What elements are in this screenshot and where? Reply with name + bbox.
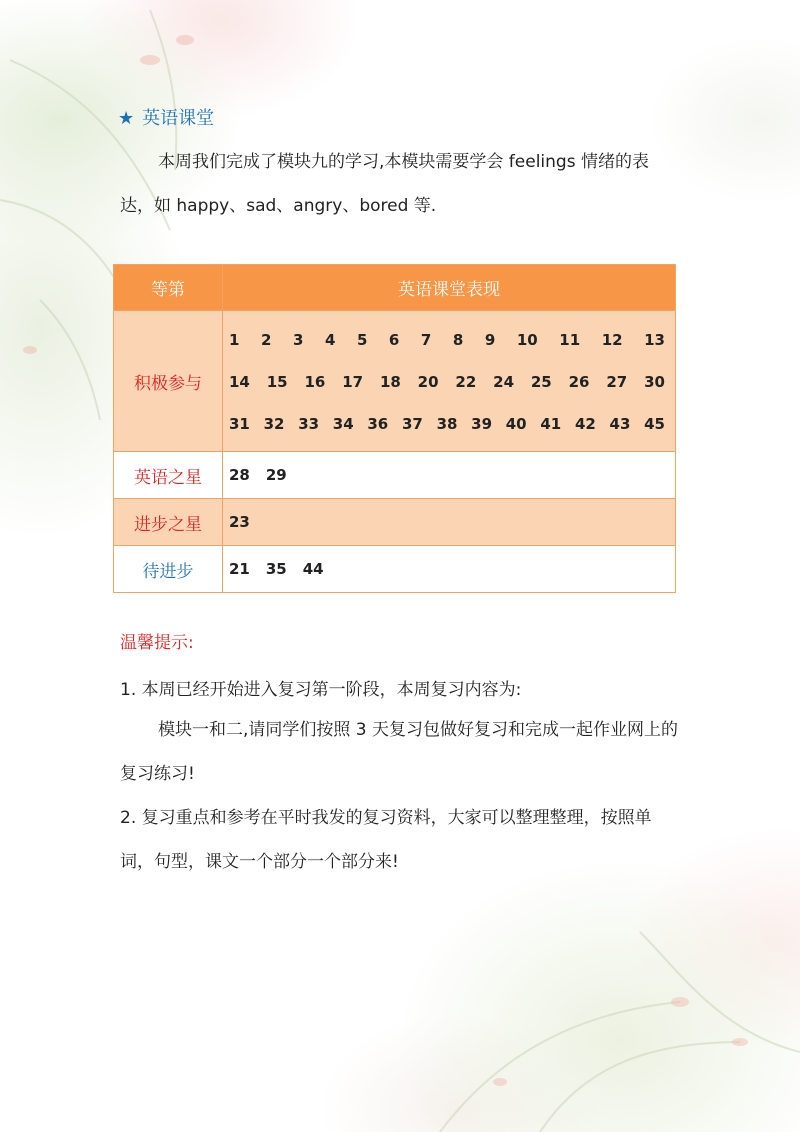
- student-number: 21: [229, 560, 250, 578]
- section-heading: [118, 104, 214, 130]
- student-number: 34: [332, 415, 354, 433]
- student-number: 44: [302, 560, 324, 578]
- student-number: 31: [229, 415, 250, 433]
- student-number: 6: [388, 331, 400, 349]
- student-number: 41: [540, 415, 562, 433]
- row-label: 英语之星: [114, 452, 223, 499]
- student-number: 42: [574, 415, 596, 433]
- student-number: 39: [471, 415, 493, 433]
- student-number: 27: [606, 373, 628, 391]
- student-number: 11: [559, 331, 581, 349]
- row-numbers: [223, 311, 676, 452]
- number-list: [229, 452, 675, 498]
- table-row: [114, 499, 676, 546]
- row-numbers: [223, 499, 676, 546]
- row-numbers: [223, 546, 676, 593]
- header-performance: 英语课堂表现: [223, 265, 676, 311]
- student-number: 28: [229, 466, 250, 484]
- student-number: 16: [304, 373, 326, 391]
- row-label: 进步之星: [114, 499, 223, 546]
- student-number: 30: [644, 373, 665, 391]
- number-list: [229, 546, 675, 592]
- student-number: 40: [505, 415, 527, 433]
- tips-title: 温馨提示:: [120, 633, 194, 653]
- student-number: 3: [292, 331, 304, 349]
- table-row: [114, 452, 676, 499]
- student-number: 5: [356, 331, 368, 349]
- student-number: 20: [417, 373, 439, 391]
- student-number: 12: [601, 331, 623, 349]
- tip-item-2: 2. 复习重点和参考在平时我发的复习资料，大家可以整理整理，按照单词，句型，课文一个部分一个部分来!: [120, 808, 652, 872]
- section-title: 英语课堂: [142, 108, 215, 129]
- student-number: 24: [493, 373, 515, 391]
- number-line: [229, 361, 665, 403]
- intro-paragraph: 本周我们完成了模块九的学习,本模块需要学会 feelings 情绪的表达，如 happy、sad、angry、bored 等.: [120, 152, 649, 216]
- student-number: 25: [530, 373, 552, 391]
- student-number: 13: [644, 331, 665, 349]
- student-number: 2: [260, 331, 272, 349]
- student-number: 37: [401, 415, 423, 433]
- student-number: 38: [436, 415, 458, 433]
- student-number: 9: [484, 331, 496, 349]
- student-number: 36: [367, 415, 389, 433]
- student-number: 14: [229, 373, 250, 391]
- student-number: 43: [609, 415, 631, 433]
- student-number: 26: [568, 373, 590, 391]
- tip-item-1-detail: 模块一和二,请同学们按照 3 天复习包做好复习和完成一起作业网上的复习练习!: [120, 720, 679, 784]
- student-number: 10: [516, 331, 538, 349]
- star-icon: ★: [118, 108, 135, 129]
- student-number: 8: [452, 331, 464, 349]
- student-number: 4: [324, 331, 336, 349]
- student-number: 45: [644, 415, 665, 433]
- row-label: 积极参与: [114, 311, 223, 452]
- number-list: [229, 499, 675, 545]
- student-number: 32: [263, 415, 285, 433]
- number-line: [229, 319, 665, 361]
- student-number: 35: [265, 560, 287, 578]
- number-line: [229, 403, 665, 445]
- student-number: 29: [265, 466, 287, 484]
- table-row: [114, 546, 676, 593]
- row-numbers: [223, 452, 676, 499]
- student-number: 15: [266, 373, 288, 391]
- performance-table: [113, 264, 676, 593]
- student-number: 18: [379, 373, 401, 391]
- student-number: 17: [342, 373, 364, 391]
- row-label: 待进步: [114, 546, 223, 593]
- student-number: 22: [455, 373, 477, 391]
- student-number: 7: [420, 331, 432, 349]
- table-row: [114, 311, 676, 452]
- number-grid: [229, 311, 675, 451]
- student-number: 1: [229, 331, 240, 349]
- student-number: 33: [298, 415, 320, 433]
- tip-item-1: 1. 本周已经开始进入复习第一阶段，本周复习内容为:: [120, 680, 522, 700]
- student-number: 23: [229, 513, 250, 531]
- header-grade: 等第: [114, 265, 223, 311]
- table-header-row: [114, 265, 676, 311]
